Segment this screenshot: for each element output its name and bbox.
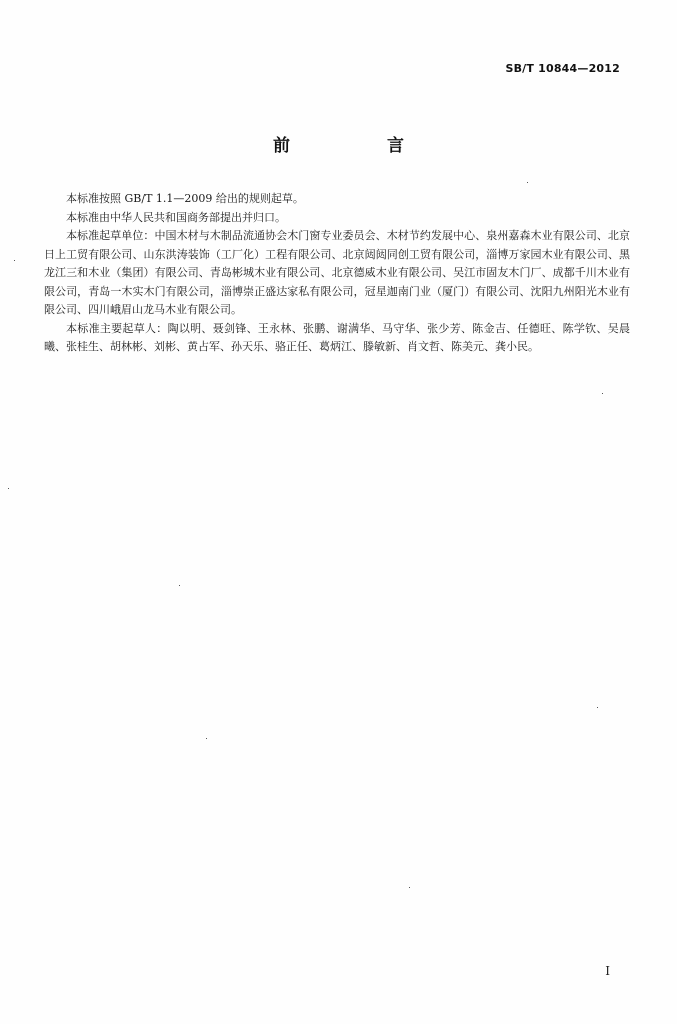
page-number: I <box>605 964 610 978</box>
standard-code: SB/T 10844—2012 <box>505 62 620 75</box>
scan-speck <box>527 182 528 183</box>
page-title: 前 言 <box>273 136 444 156</box>
scan-speck <box>179 585 180 586</box>
paragraph-main-drafters: 本标准主要起草人：陶以明、聂剑锋、王永林、张鹏、谢满华、马守华、张少芳、陈金吉、任德旺、陈学钦、吴晨曦、张桂生、胡林彬、刘彬、黄占军、孙天乐、骆正任、葛炳江、滕敏新、肖文哲、陈美元、龚小民。 <box>44 321 630 353</box>
paragraph-drafting-rules: 本标准按照 GB/T 1.1—2009 给出的规则起草。 <box>66 192 304 205</box>
scan-speck <box>14 260 15 261</box>
scan-speck <box>206 738 207 739</box>
scan-speck <box>602 393 603 394</box>
paragraph-proposer: 本标准由中华人民共和国商务部提出并归口。 <box>66 210 286 224</box>
paragraph-drafting-units: 本标准起草单位：中国木材与木制品流通协会木门窗专业委员会、木材节约发展中心、泉州嘉森木业有限公司、北京日上工贸有限公司、山东洪涛装饰（工厂化）工程有限公司、北京闼闼同创工贸有限公司，淄博万家园木业有限公司、黑龙江三和木业（集团）有限公司、青岛彬城木业有限公司、北京德威木业有限公司、吴江市固友木门厂、成都千川木业有限公司，青岛一木实木门有限公司，淄博崇正盛达家私有限公司，冠星迦南门业（厦门）有限公司、沈阳九州阳光木业有限公司、四川峨眉山龙马木业有限公司。 <box>44 229 630 316</box>
scan-speck <box>597 707 598 708</box>
scan-speck <box>8 488 9 489</box>
foreword-body <box>44 190 630 357</box>
scan-speck <box>409 887 410 888</box>
